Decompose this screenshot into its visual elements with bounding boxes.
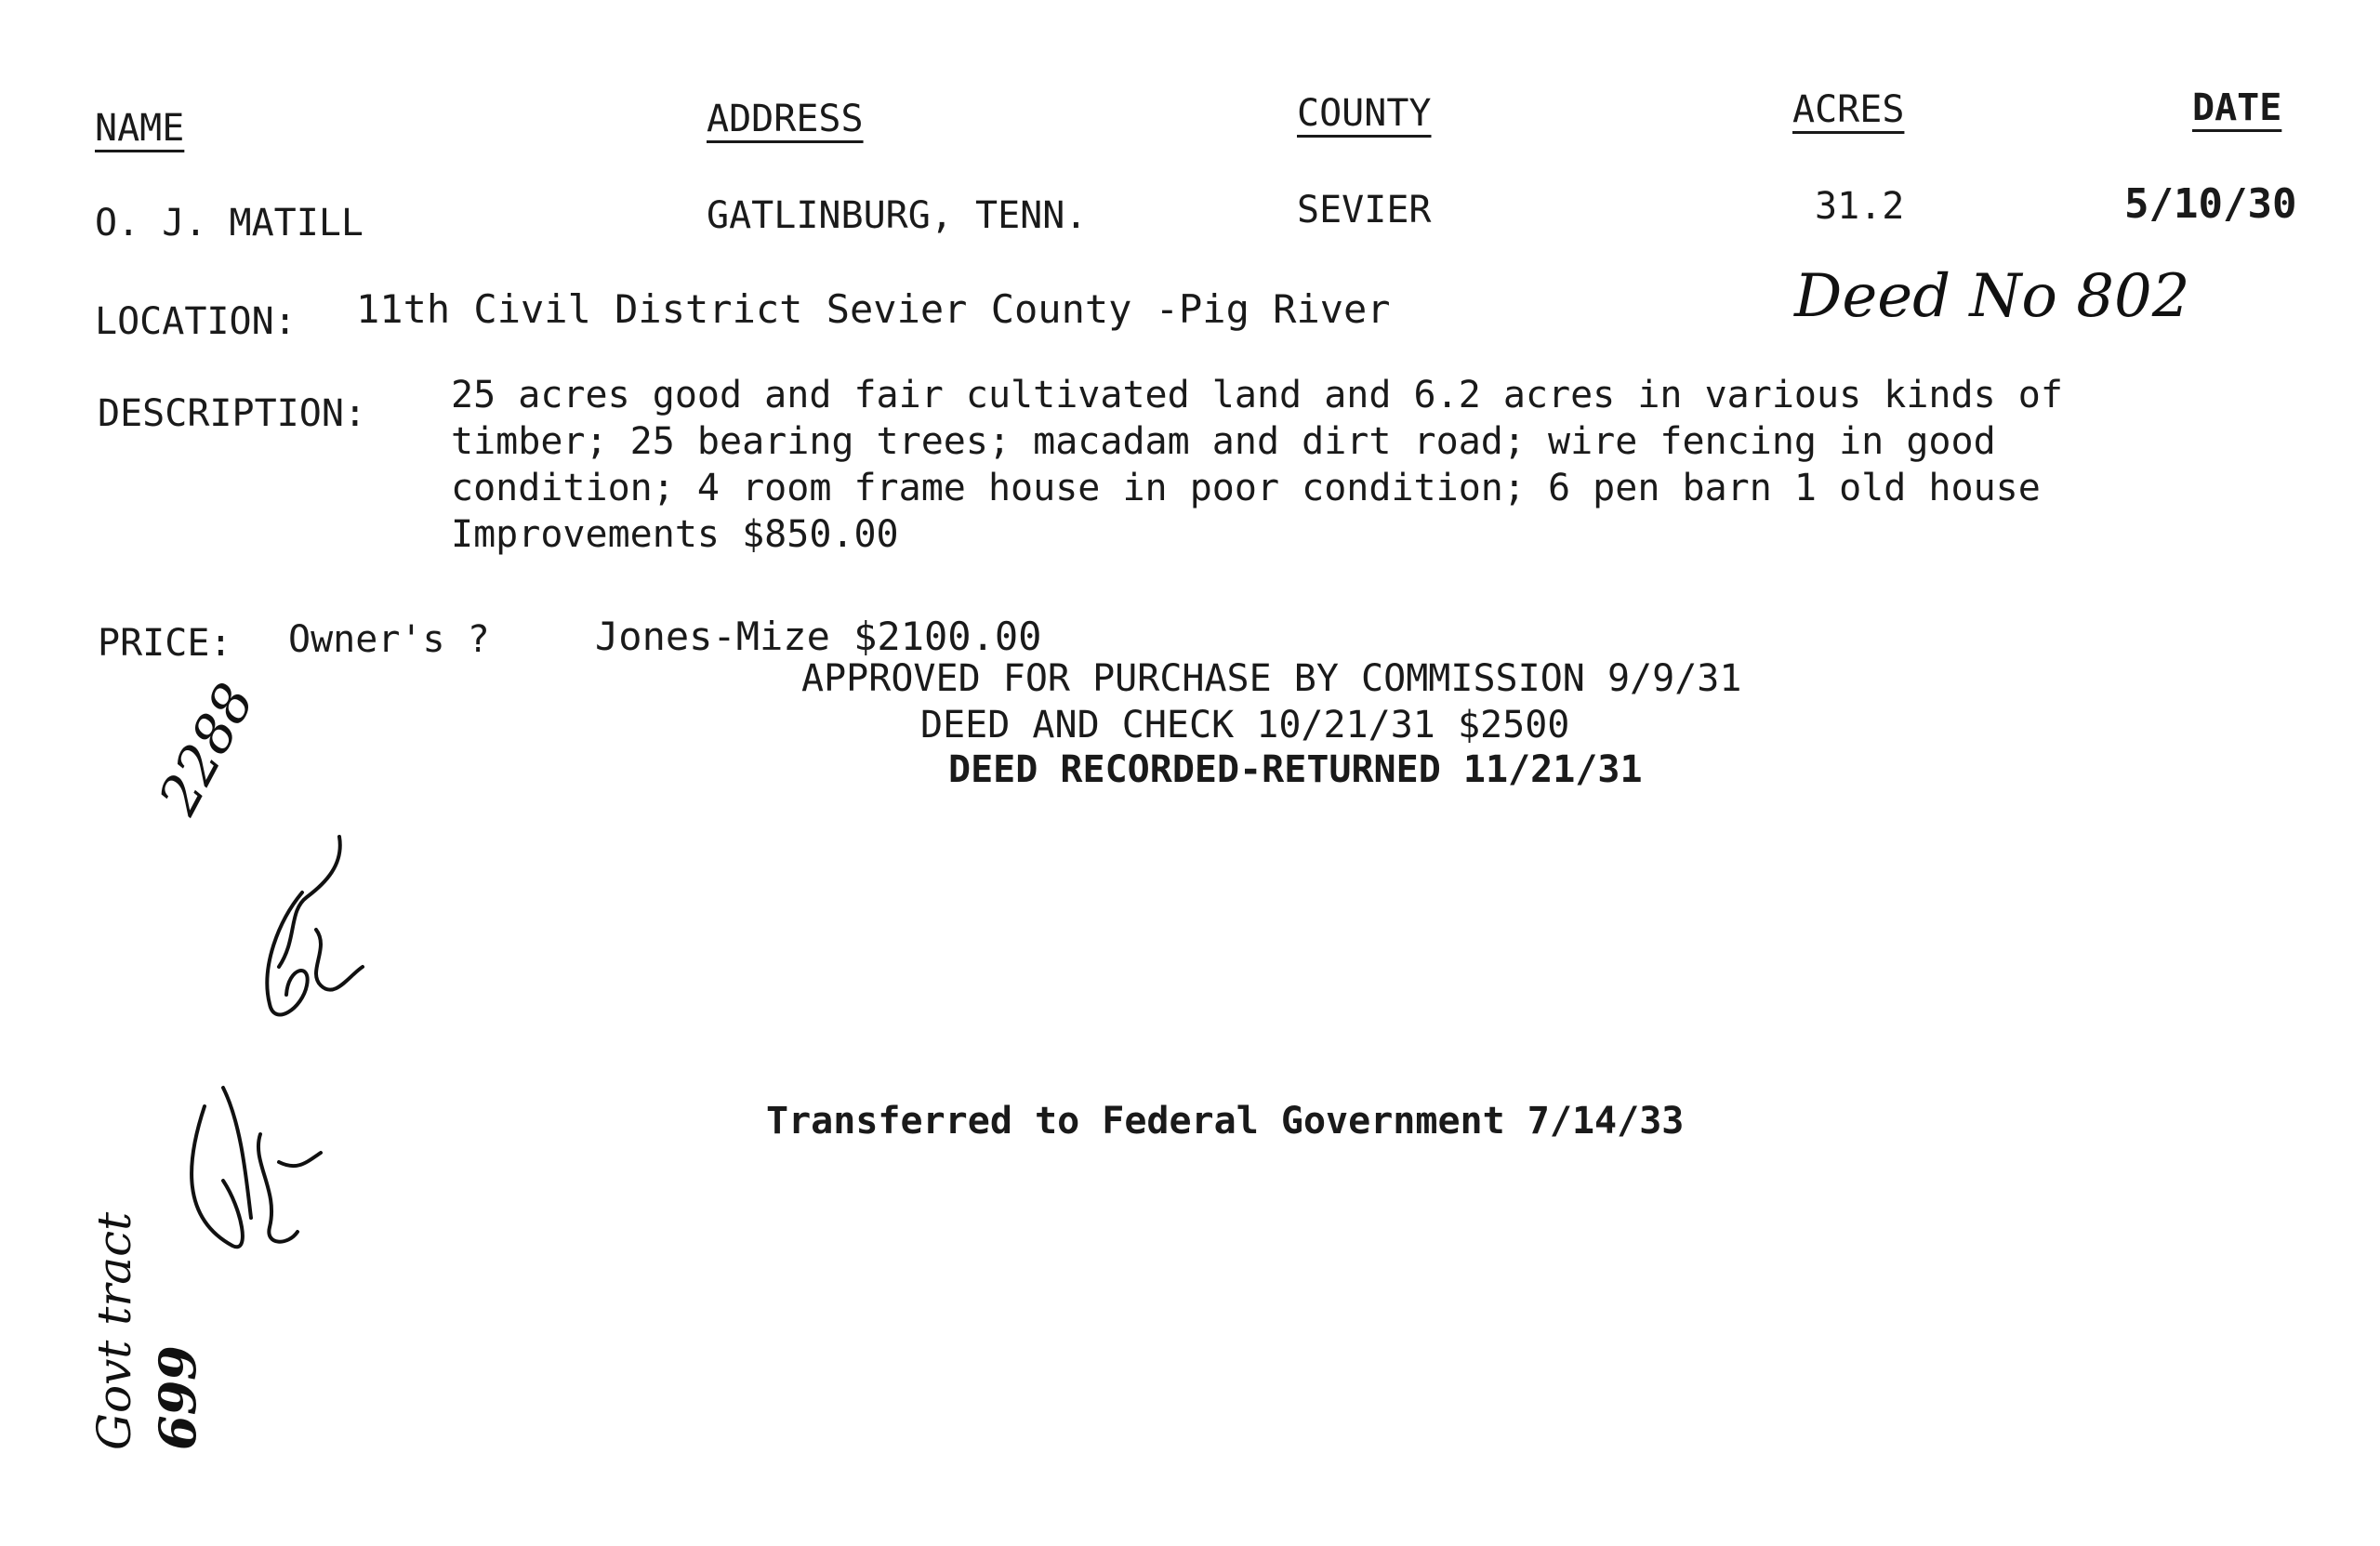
description-line: condition; 4 room frame house in poor condition; 6 pen barn 1 old house	[451, 467, 2041, 509]
price-label: PRICE:	[98, 622, 232, 665]
deed-number-handwriting	[1794, 251, 2190, 344]
transferred-status: Transferred to Federal Government 7/14/33	[766, 1100, 1685, 1143]
description-line: 25 acres good and fair cultivated land and 6.2 acres in various kinds of	[451, 374, 2063, 416]
date-header: DATE	[2192, 86, 2282, 129]
handwritten-govt-tract	[74, 1171, 260, 1487]
svg-text:Govt tract: Govt tract	[87, 1211, 141, 1450]
description-line: Improvements $850.00	[451, 513, 899, 556]
acres-value: 31.2	[1815, 185, 1905, 228]
svg-text:Deed No 802: Deed No 802	[1794, 262, 2190, 331]
svg-text:2288: 2288	[146, 673, 267, 825]
price-owners: Owner's ?	[288, 618, 490, 661]
deed-check-status: DEED AND CHECK 10/21/31 $2500	[920, 704, 1570, 747]
name-header: NAME	[95, 107, 185, 150]
county-header: COUNTY	[1297, 92, 1432, 135]
owner-name: O. J. MATILL	[95, 202, 364, 244]
description-label: DESCRIPTION:	[98, 392, 366, 435]
price-jones-mize: Jones-Mize $2100.00	[595, 614, 1042, 659]
owner-county: SEVIER	[1297, 189, 1432, 231]
description-line: timber; 25 bearing trees; macadam and dirt road; wire fencing in good	[451, 420, 1996, 463]
owner-address: GATLINBURG, TENN.	[707, 194, 1088, 237]
deed-recorded-status: DEED RECORDED-RETURNED 11/21/31	[948, 748, 1643, 791]
location-value: 11th Civil District Sevier County -Pig River	[356, 286, 1391, 332]
acres-header: ACRES	[1792, 88, 1905, 131]
svg-text:699: 699	[148, 1345, 207, 1450]
address-header: ADDRESS	[707, 98, 864, 140]
description-text	[451, 372, 2273, 558]
date-value: 5/10/30	[2124, 180, 2297, 228]
approved-status: APPROVED FOR PURCHASE BY COMMISSION 9/9/31	[801, 657, 1742, 700]
location-label: LOCATION:	[95, 300, 297, 343]
